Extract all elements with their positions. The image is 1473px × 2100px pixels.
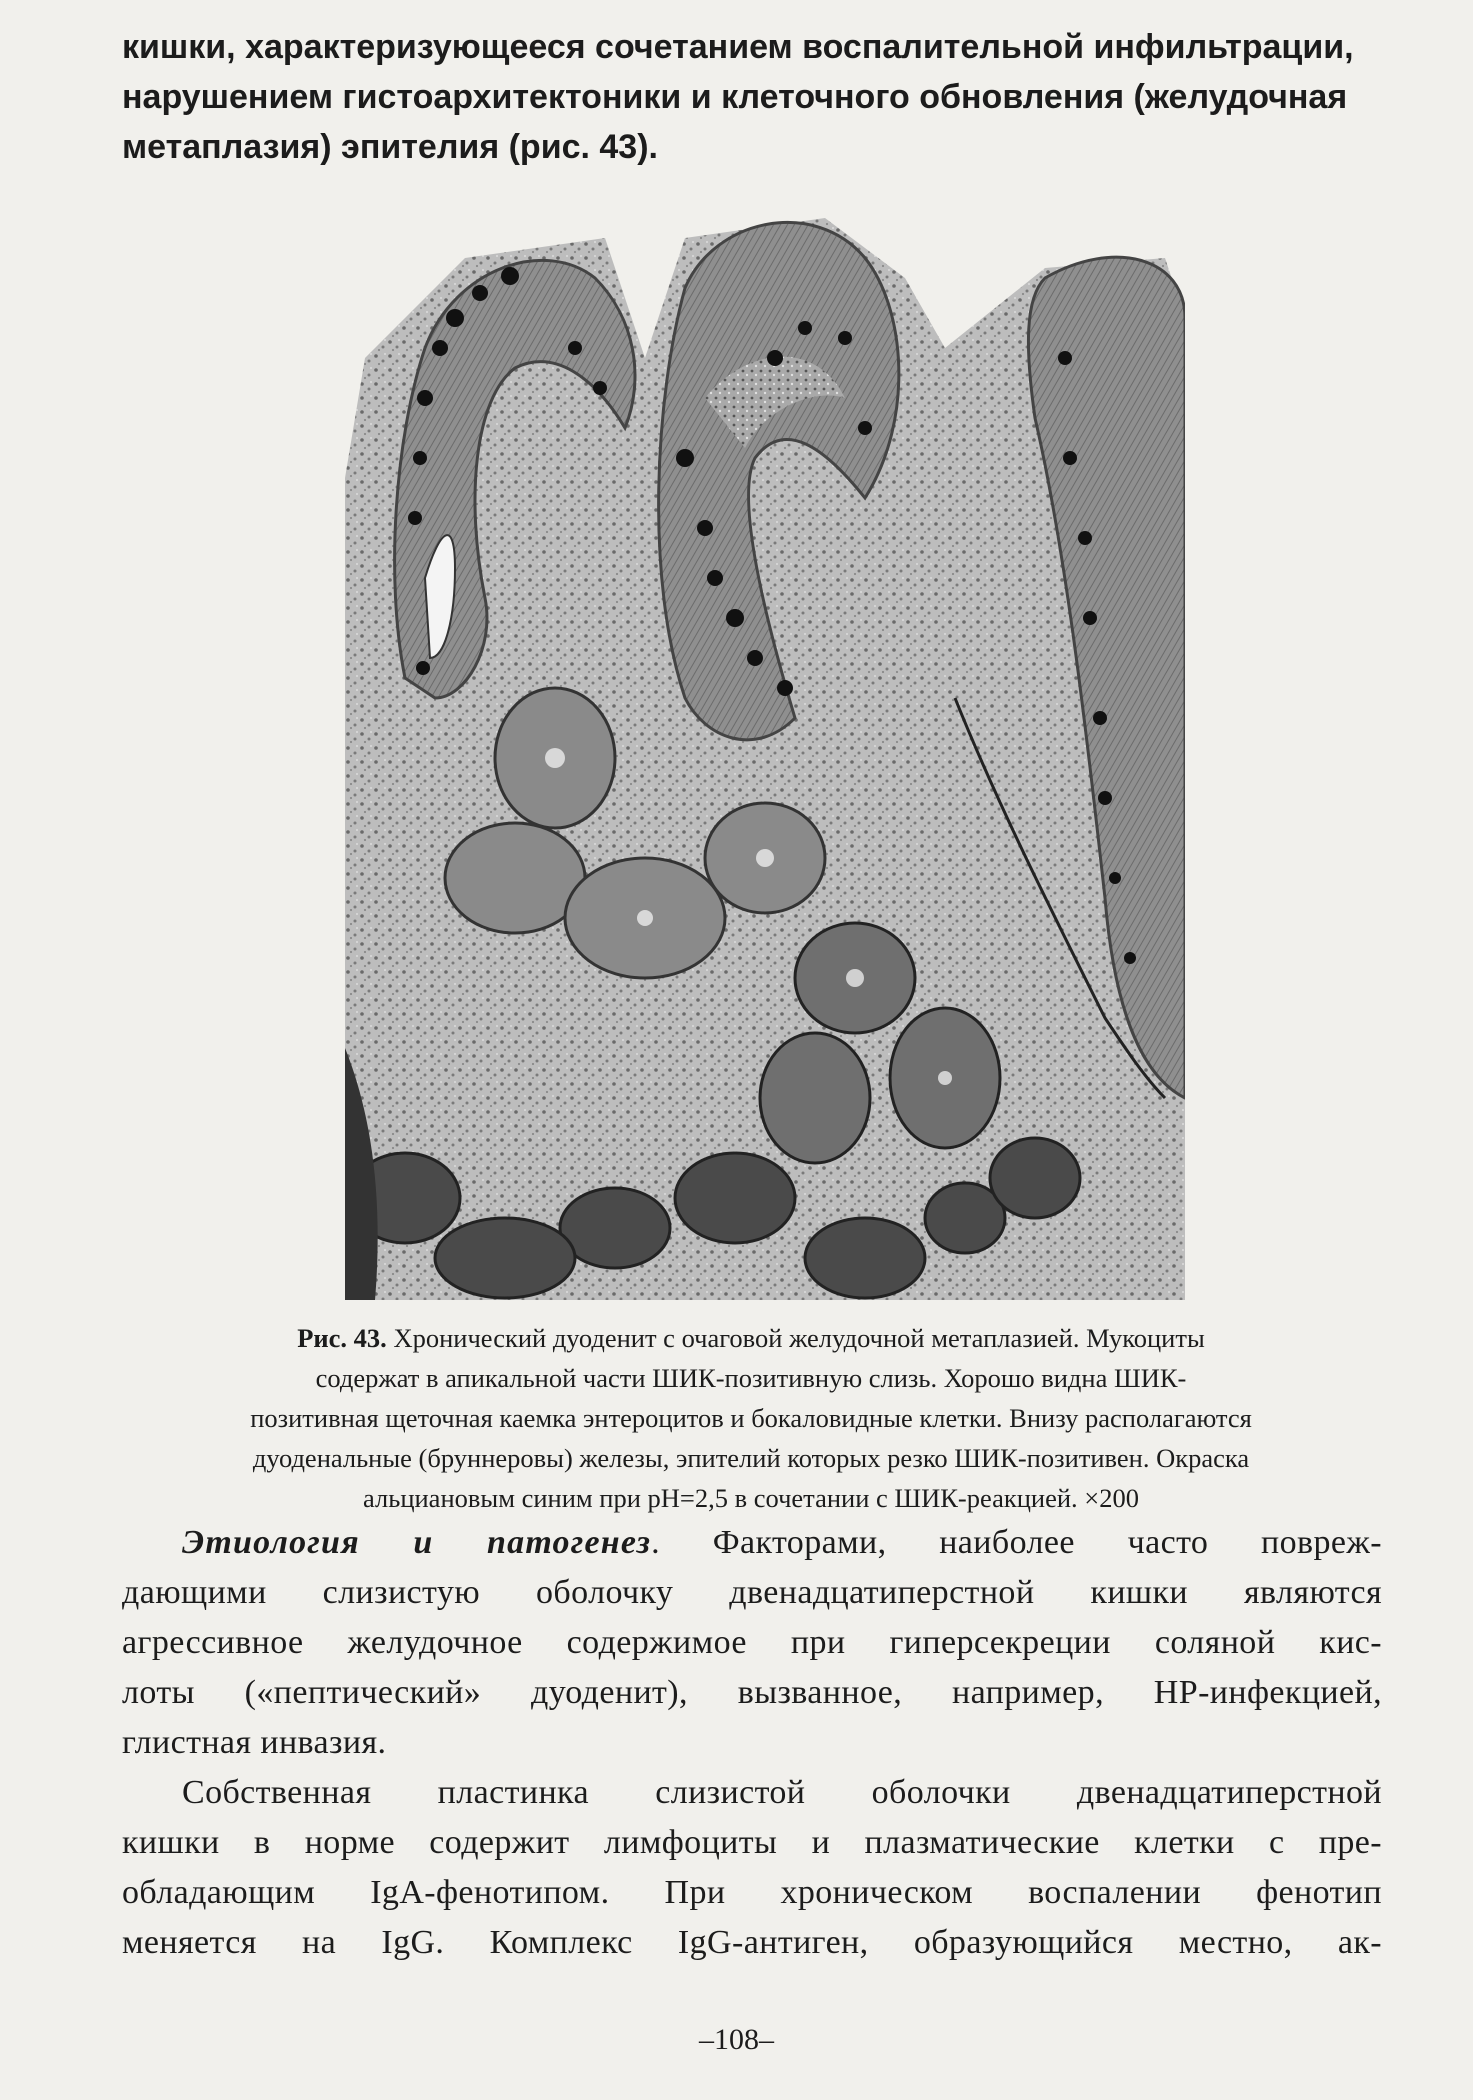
text-line: дающими слизистую оболочку двенадцатиперстной кишки являются [122,1574,1382,1611]
histology-micrograph [345,198,1185,1300]
text-line: нарушением гистоархитектоники и клеточного обновления (желудочная [122,78,1348,116]
text-line: обладающим IgA-фенотипом. При хроническом воспалении фенотип [122,1874,1382,1911]
paragraph-etiology [122,1518,1382,1768]
text-line [122,1518,1382,1568]
section-heading: Этиология и патогенез [182,1524,652,1561]
continued-paragraph [122,22,1382,172]
caption-line: позитивная щеточная каемка энтероцитов и бокаловидные клетки. Внизу располагаются [250,1403,1252,1433]
text-line: агрессивное желудочное содержимое при гиперсекреции соляной кис- [122,1624,1382,1661]
text-line: кишки, характеризующееся сочетанием воспалительной инфильтрации, [122,28,1354,66]
text-line: лоты («пептический» дуоденит), вызванное, например, HP-инфекцией, [122,1674,1382,1711]
heading-punct: . [651,1524,661,1561]
text-line: меняется на IgG. Комплекс IgG-антиген, образующийся местно, ак- [122,1924,1382,1961]
caption-line: альциановым синим при pH=2,5 в сочетании с ШИК-реакцией. ×200 [363,1483,1139,1513]
figure-caption [120,1318,1382,1518]
text-line: метаплазия) эпителия (рис. 43). [122,128,658,166]
caption-line: содержат в апикальной части ШИК-позитивную слизь. Хорошо видна ШИК- [315,1363,1187,1393]
caption-line: дуоденальные (бруннеровы) железы, эпителий которых резко ШИК-позитивен. Окраска [252,1443,1250,1473]
text-line: глистная инвазия. [122,1724,387,1761]
text-line: Собственная пластинка слизистой оболочки двенадцатиперстной [182,1774,1382,1811]
text-fragment: Факторами, наиболее часто повреж- [660,1524,1382,1561]
page-number: –108– [699,2023,774,2056]
paragraph-lamina-propria [122,1768,1382,1968]
caption-line [120,1318,1382,1358]
text-line: кишки в норме содержит лимфоциты и плазматические клетки с пре- [122,1824,1382,1861]
caption-text: Хронический дуоденит с очаговой желудочной метаплазией. Мукоциты [393,1323,1205,1353]
figure-label: Рис. 43. [297,1323,387,1353]
